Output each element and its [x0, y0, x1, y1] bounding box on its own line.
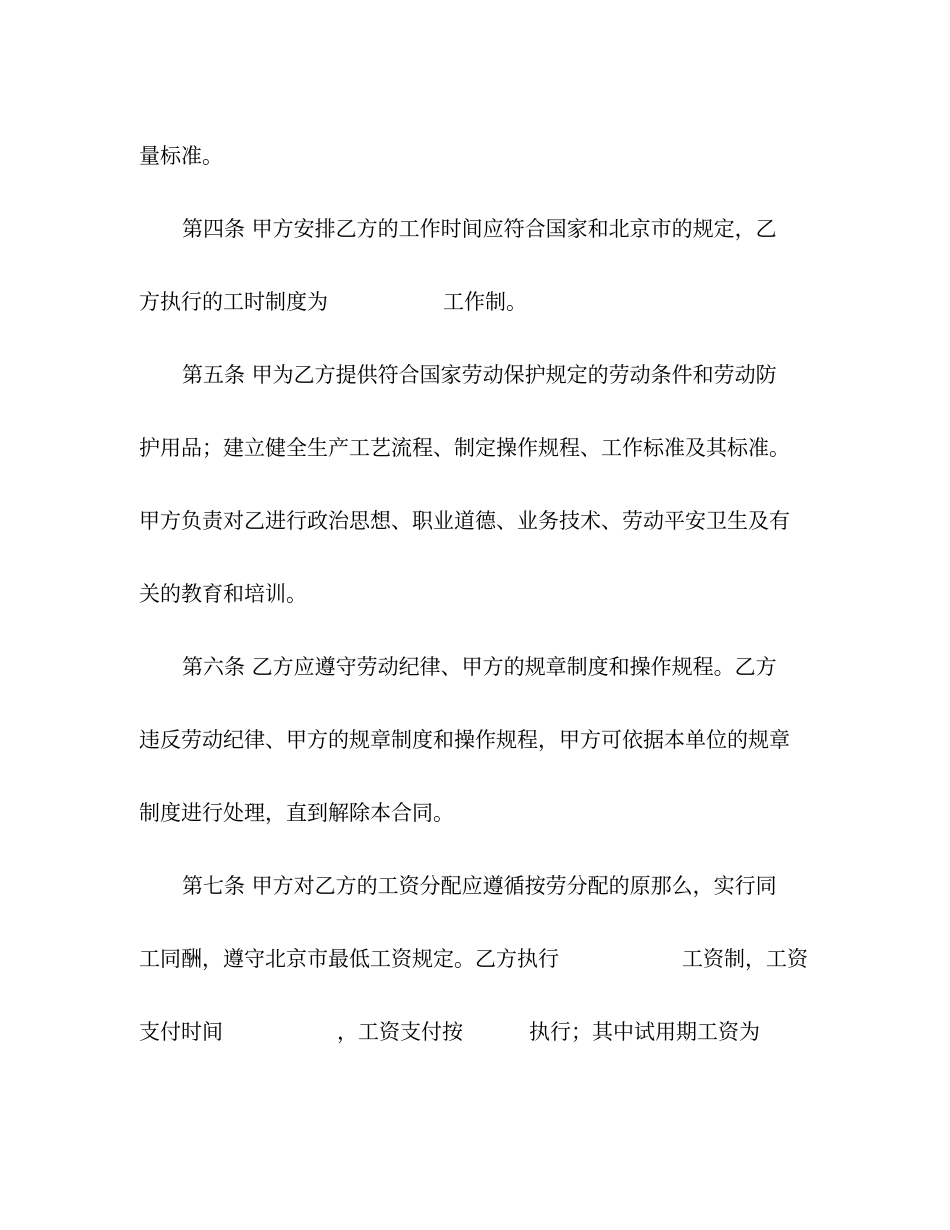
- text-segment: 方执行的工时制度为: [139, 290, 328, 314]
- text-line: [139, 506, 829, 536]
- text-line: [139, 141, 829, 171]
- text-segment: 甲方负责对乙进行政治思想、职业道德、业务技术、劳动平安卫生及有: [139, 509, 790, 533]
- text-segment: 工资制，工资: [682, 947, 808, 971]
- text-segment: 量标准。: [139, 144, 223, 168]
- text-segment: 工作制。: [443, 290, 527, 314]
- text-line: [139, 360, 829, 390]
- text-line: [139, 871, 829, 901]
- text-segment: 工同酬，遵守北京市最低工资规定。乙方执行: [139, 947, 559, 971]
- text-line: [139, 214, 829, 244]
- text-segment: 支付时间: [139, 1020, 223, 1044]
- text-segment: 关的教育和培训。: [139, 582, 307, 606]
- text-segment: 执行；其中试用期工资为: [529, 1020, 760, 1044]
- text-segment: 第四条 甲方安排乙方的工作时间应符合国家和北京市的规定，乙: [182, 217, 777, 241]
- text-line: [139, 287, 829, 317]
- text-segment: 第五条 甲为乙方提供符合国家劳动保护规定的劳动条件和劳动防: [182, 363, 777, 387]
- text-line: [139, 725, 829, 755]
- text-line: [139, 944, 829, 974]
- text-segment: 第七条 甲方对乙方的工资分配应遵循按劳分配的原那么，实行同: [182, 874, 777, 898]
- text-line: [139, 433, 829, 463]
- text-line: [139, 652, 829, 682]
- text-line: [139, 798, 829, 828]
- text-segment: 第六条 乙方应遵守劳动纪律、甲方的规章制度和操作规程。乙方: [182, 655, 777, 679]
- text-line: [139, 579, 829, 609]
- text-line: [139, 1017, 829, 1047]
- text-segment: 违反劳动纪律、甲方的规章制度和操作规程，甲方可依据本单位的规章: [139, 728, 790, 752]
- text-segment: 护用品；建立健全生产工艺流程、制定操作规程、工作标准及其标准。: [139, 436, 790, 460]
- text-segment: 制度进行处理，直到解除本合同。: [139, 801, 454, 825]
- text-segment: ，工资支付按: [337, 1020, 463, 1044]
